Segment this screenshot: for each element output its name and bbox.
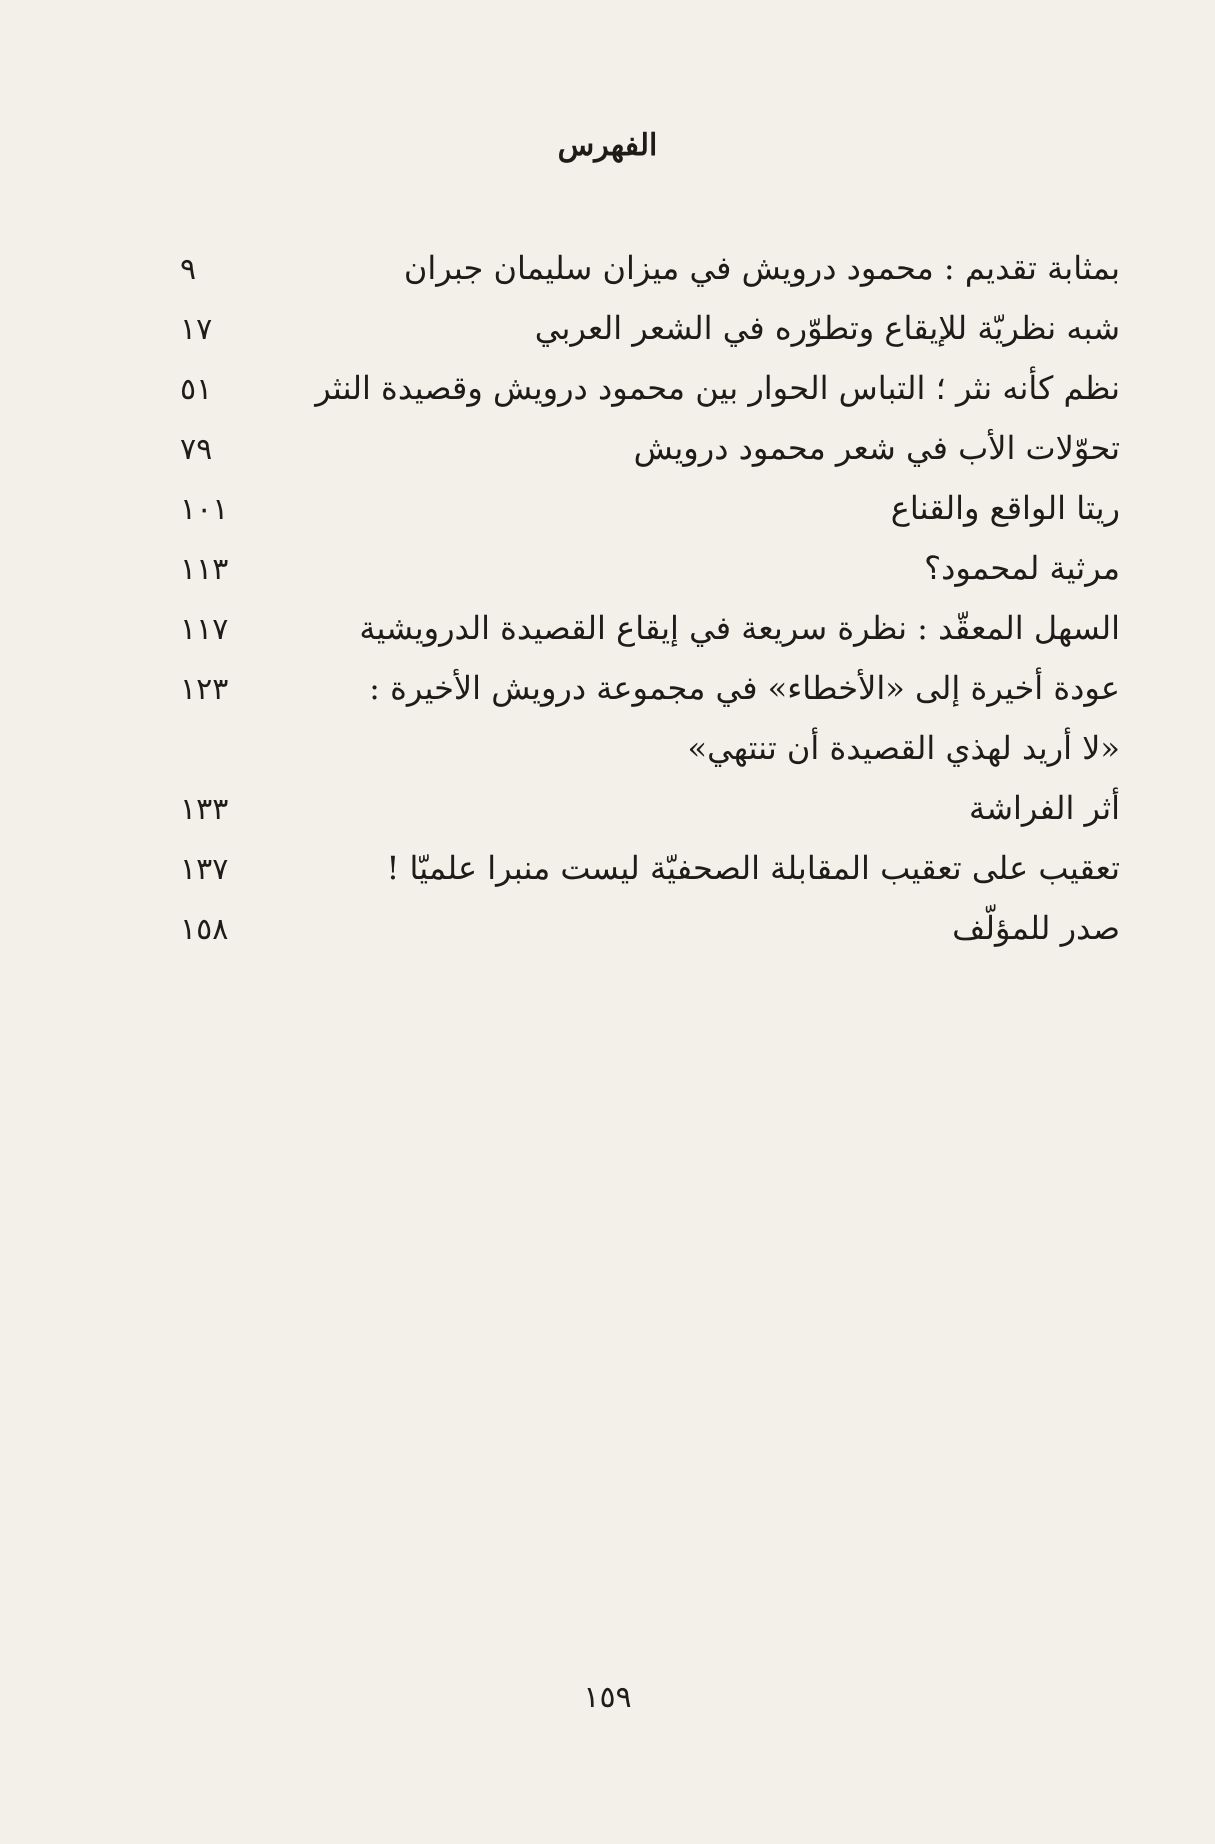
toc-entry-title: السهل المعقّد : نظرة سريعة في إيقاع القصيدة الدرويشية	[359, 609, 1120, 647]
table-of-contents	[180, 238, 1120, 958]
toc-entry-title-line-2: «لا أريد لهذي القصيدة أن تنتهي»	[687, 729, 1120, 767]
toc-entry	[180, 538, 1120, 598]
toc-entry	[180, 778, 1120, 838]
toc-entry	[180, 598, 1120, 658]
toc-entry-title: ريتا الواقع والقناع	[890, 489, 1120, 527]
toc-entry-page: ١٣٣	[180, 792, 229, 827]
toc-entry-page: ١٣٧	[180, 852, 229, 887]
toc-entry-title: صدر للمؤلّف	[952, 909, 1120, 947]
toc-entry-title	[369, 658, 1120, 778]
toc-entry	[180, 298, 1120, 358]
toc-entry-title: تعقيب على تعقيب المقابلة الصحفيّة ليست منبرا علميّا !	[386, 849, 1120, 887]
toc-entry-page: ٧٩	[180, 432, 213, 467]
toc-entry-page: ٥١	[180, 372, 213, 407]
toc-entry-page: ٩	[180, 252, 197, 287]
page-title: الفهرس	[557, 128, 658, 163]
toc-entry-page: ١١٣	[180, 552, 229, 587]
toc-entry	[180, 358, 1120, 418]
toc-entry-page: ١٥٨	[180, 912, 229, 947]
toc-entry-page: ١١٧	[180, 612, 229, 647]
page-number: ١٥٩	[583, 1680, 632, 1715]
toc-entry-title: بمثابة تقديم : محمود درويش في ميزان سليمان جبران	[403, 249, 1120, 287]
toc-entry	[180, 658, 1120, 778]
toc-entry-title-line-1: عودة أخيرة إلى «الأخطاء» في مجموعة درويش الأخيرة :	[369, 669, 1120, 707]
toc-entry-title: مرثية لمحمود؟	[924, 549, 1120, 587]
toc-entry-title: نظم كأنه نثر ؛ التباس الحوار بين محمود درويش وقصيدة النثر	[315, 369, 1120, 407]
toc-entry-page: ١٧	[180, 312, 213, 347]
toc-entry	[180, 838, 1120, 898]
toc-entry-page: ١٠١	[180, 492, 229, 527]
toc-entry	[180, 898, 1120, 958]
toc-entry	[180, 418, 1120, 478]
toc-entry-title: أثر الفراشة	[969, 789, 1120, 827]
toc-entry	[180, 478, 1120, 538]
toc-entry	[180, 238, 1120, 298]
toc-entry-page: ١٢٣	[180, 672, 229, 707]
toc-entry-title: تحوّلات الأب في شعر محمود درويش	[633, 429, 1120, 467]
toc-entry-title: شبه نظريّة للإيقاع وتطوّره في الشعر العربي	[534, 309, 1120, 347]
